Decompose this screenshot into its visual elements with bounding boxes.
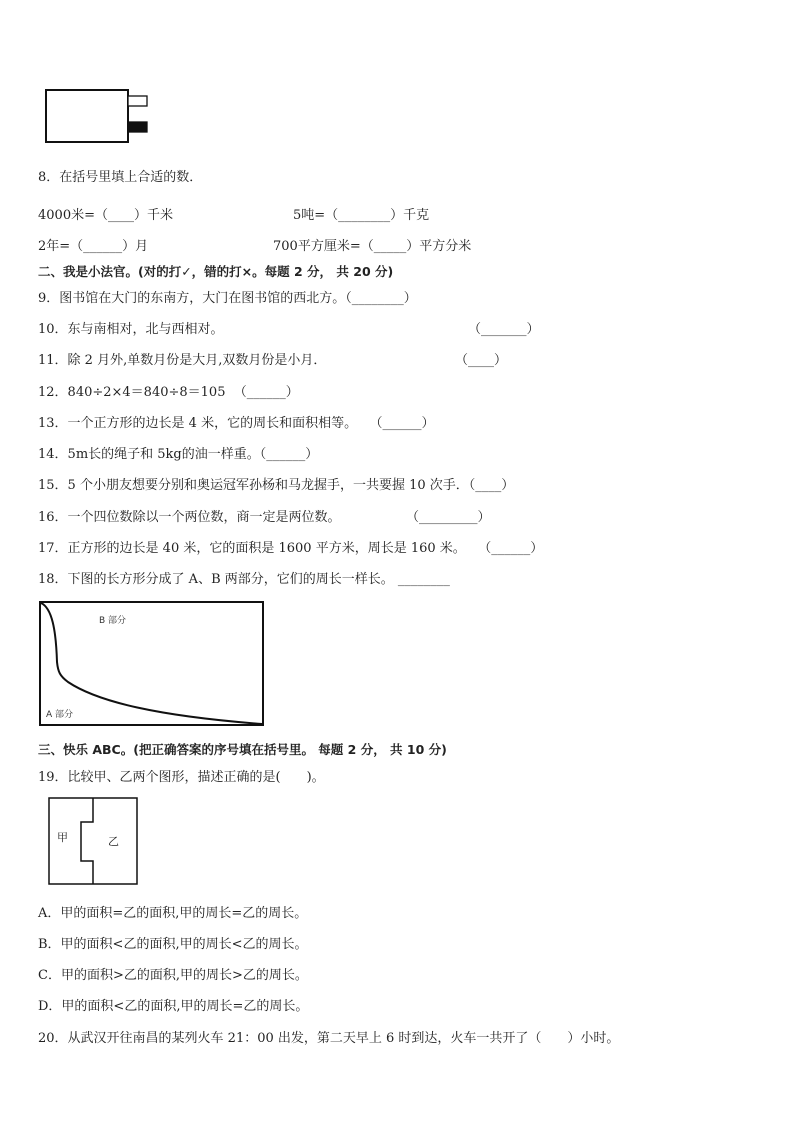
- top-figure-rect: [46, 90, 128, 142]
- q15-blank: （____）: [468, 478, 515, 493]
- q13-text: 13．一个正方形的边长是 4 米，它的周长和面积相等。: [38, 416, 358, 431]
- q12: [38, 381, 299, 400]
- q9-blank: （________）: [345, 291, 417, 306]
- top-figure: [44, 88, 154, 146]
- section3-heading: 三、快乐 ABC。(把正确答案的序号填在括号里。 每题 2 分， 共 10 分): [38, 742, 447, 757]
- q18-text: 18．下图的长方形分成了 A、B 两部分，它们的周长一样长。: [38, 572, 394, 587]
- q8-item-4: 700平方厘米=（_____）平方分米: [273, 239, 472, 254]
- q11-blank: （____）: [455, 353, 508, 368]
- figure-18-curve: [41, 603, 262, 724]
- q10-blank: （_______）: [468, 322, 540, 337]
- figure-19-label-jia: 甲: [57, 831, 68, 844]
- q8-title: 8．在括号里填上合适的数．: [38, 170, 203, 185]
- q16-text: 16．一个四位数除以一个两位数，商一定是两位数。: [38, 510, 341, 525]
- q13: [38, 412, 435, 431]
- q12-blank: （______）: [233, 385, 299, 400]
- q11-text: 11．除 2 月外,单数月份是大月,双数月份是小月．: [38, 353, 327, 368]
- q15-text: 15．5 个小朋友想要分别和奥运冠军孙杨和马龙握手，一共要握 10 次手．: [38, 478, 469, 493]
- figure-18: [38, 600, 264, 726]
- q20-text: 20．从武汉开往南昌的某列火车 21：00 出发，第二天早上 6 时到达，火车一共开了（ ）小时。: [38, 1031, 620, 1046]
- q19-option-b: B．甲的面积<乙的面积,甲的周长<乙的周长。: [38, 937, 308, 952]
- figure-18-label-a: A 部分: [46, 710, 74, 720]
- q13-blank: （______）: [369, 416, 435, 431]
- q10-text: 10．东与南相对，北与西相对。: [38, 322, 224, 337]
- q8-item-1: 4000米=（____）千米: [38, 208, 173, 223]
- q19-option-c: C．甲的面积>乙的面积,甲的周长>乙的周长。: [38, 968, 308, 983]
- q19-option-d: D．甲的面积<乙的面积,甲的周长=乙的周长。: [38, 999, 309, 1014]
- q16-blank: （_________）: [406, 510, 491, 525]
- q17-text: 17．正方形的边长是 40 米，它的面积是 1600 平方米，周长是 160 米。: [38, 541, 466, 556]
- q14-text: 14．5m长的绳子和 5kg的油一样重。: [38, 447, 260, 462]
- q19-text: 19．比较甲、乙两个图形，描述正确的是( )。: [38, 770, 325, 785]
- q17: [38, 537, 543, 556]
- q19-option-a: A．甲的面积=乙的面积,甲的周长=乙的周长。: [38, 906, 308, 921]
- q8-item-2: 5吨=（________）千克: [293, 208, 430, 223]
- figure-18-rect: [40, 602, 263, 725]
- q14-blank: （______）: [259, 447, 319, 462]
- q15: [38, 474, 514, 493]
- figure-19: [47, 796, 139, 886]
- q8-item-3: 2年=（______）月: [38, 239, 149, 254]
- q14: [38, 443, 318, 462]
- q9: [38, 287, 417, 306]
- q18-blank: ________: [397, 572, 450, 587]
- section2-heading: 二、我是小法官。(对的打✓，错的打×。每题 2 分， 共 20 分): [38, 264, 394, 279]
- q9-text: 9．图书馆在大门的东南方，大门在图书馆的西北方。: [38, 291, 346, 306]
- figure-19-divider: [81, 798, 93, 884]
- figure-18-label-b: B 部分: [99, 616, 127, 626]
- top-figure-tab-white: [128, 96, 147, 106]
- figure-19-label-yi: 乙: [108, 835, 119, 848]
- q18: [38, 568, 450, 587]
- q17-blank: （______）: [478, 541, 544, 556]
- q12-text: 12．840÷2×4＝840÷8＝105: [38, 385, 226, 400]
- top-figure-tab-black: [128, 122, 147, 132]
